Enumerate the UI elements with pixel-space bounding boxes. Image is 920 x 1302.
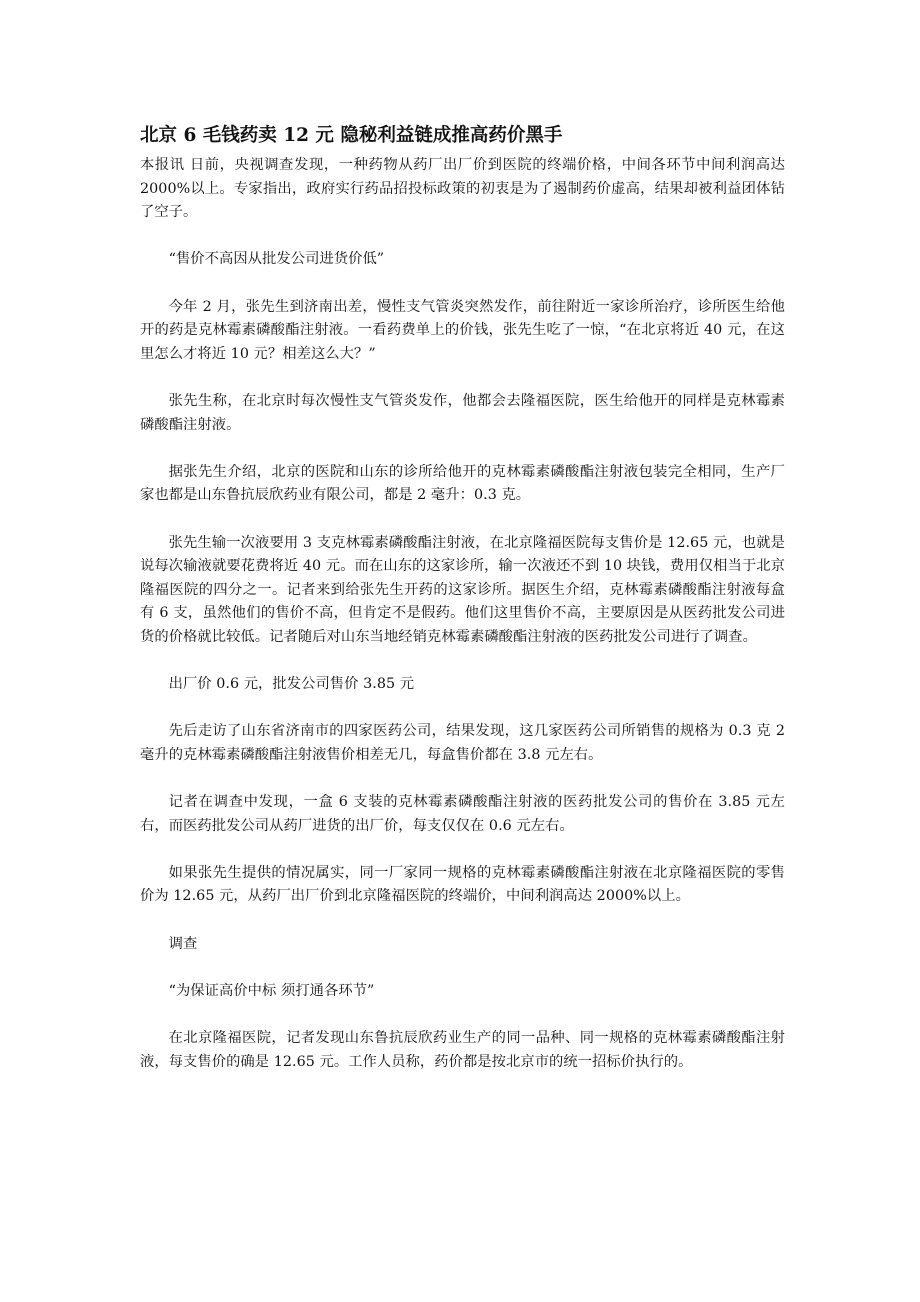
- article-title: 北京 6 毛钱药卖 12 元 隐秘利益链成推高药价黑手: [140, 125, 563, 146]
- section-label-investigation: 调查: [168, 935, 198, 952]
- paragraph: 张先生称，在北京时每次慢性支气管炎发作，他都会去隆福医院，医生给他开的同样是克林霉素磷酸酯注射液。: [140, 392, 785, 433]
- document-page: [140, 118, 785, 1098]
- subheading-factory-price: 出厂价 0.6 元，批发公司售价 3.85 元: [168, 676, 415, 693]
- paragraph: 先后走访了山东省济南市的四家医药公司，结果发现，这几家医药公司所销售的规格为 0.3 克 2 毫升的克林霉素磷酸酯注射液售价相差无几，每盒售价都在 3.8 元左右。: [140, 723, 785, 763]
- paragraph: 在北京隆福医院，记者发现山东鲁抗辰欣药业生产的同一品种、同一规格的克林霉素磷酸酯注射液，每支售价的确是 12.65 元。工作人员称，药价都是按北京市的统一招标价执行的。: [140, 1029, 785, 1070]
- paragraph: 如果张先生提供的情况属实，同一厂家同一规格的克林霉素磷酸酯注射液在北京隆福医院的零售价为 12.65 元，从药厂出厂价到北京隆福医院的终端价，中间利润高达 2000%以上。: [140, 864, 785, 905]
- paragraph: 据张先生介绍，北京的医院和山东的诊所给他开的克林霉素磷酸酯注射液包装完全相同，生产厂家也都是山东鲁抗辰欣药业有限公司，都是 2 毫升：0.3 克。: [140, 463, 785, 504]
- paragraph-intro: 本报讯 日前，央视调查发现，一种药物从药厂出厂价到医院的终端价格，中间各环节中间利润高达 2000%以上。专家指出，政府实行药品招投标政策的初衷是为了遏制药价虚高，结果却被利益团体钻了空子。: [140, 157, 785, 221]
- subheading-low-purchase-price: “售价不高因从批发公司进货价低”: [168, 251, 385, 268]
- paragraph: 张先生输一次液要用 3 支克林霉素磷酸酯注射液，在北京隆福医院每支售价是 12.65 元，也就是说每次输液就要花费将近 40 元。而在山东的这家诊所，输一次液还不到 10 块钱，费用仅相当于北京隆福医院的四分之一。记者来到给张先生开药的这家诊所。据医生介绍，克林霉素磷酸酯注射液每盒有 6 支，虽然他们的售价不高，但肯定不是假药。他们这里售价不高，主要原因是从医药批发公司进货的价格就比较低。记者随后对山东当地经销克林霉素磷酸酯注射液的医药批发公司进行了调查。: [140, 534, 785, 645]
- paragraph: 记者在调查中发现，一盒 6 支装的克林霉素磷酸酯注射液的医药批发公司的售价在 3.85 元左右，而医药批发公司从药厂进货的出厂价，每支仅仅在 0.6 元左右。: [140, 794, 785, 834]
- subheading-high-bid: “为保证高价中标 须打通各环节”: [168, 982, 375, 999]
- article-body: [140, 154, 785, 1074]
- paragraph: 今年 2 月，张先生到济南出差，慢性支气管炎突然发作，前往附近一家诊所治疗，诊所医生给他开的药是克林霉素磷酸酯注射液。一看药费单上的价钱，张先生吃了一惊，“在北京将近 40 元，在这里怎么才将近 10 元？相差这么大？”: [140, 298, 785, 362]
